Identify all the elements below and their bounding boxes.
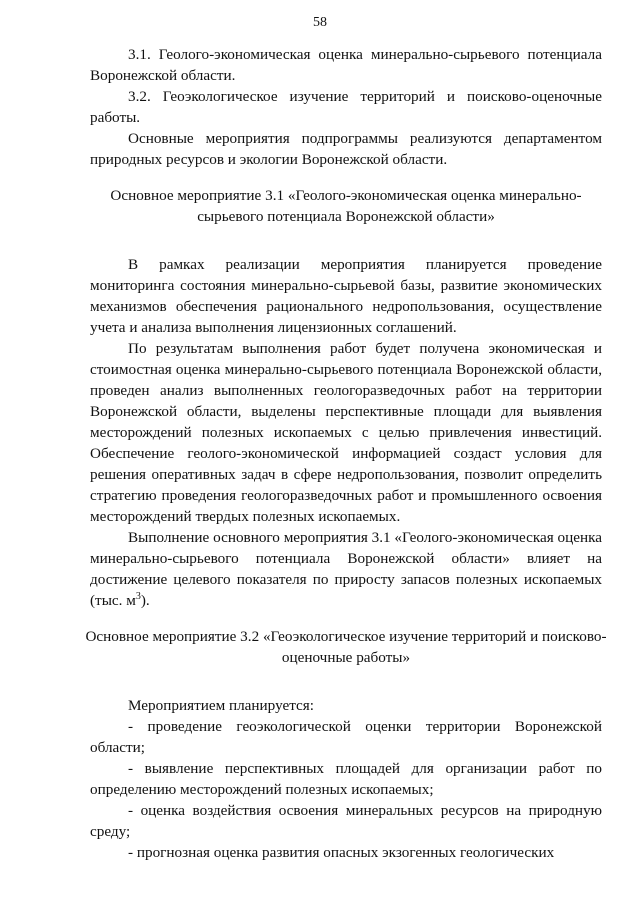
section-3-1-paragraph-1: В рамках реализации мероприятия планируется проведение мониторинга состояния минерально-сырьевой базы, развитие экономических механизмов обеспечения рационального недропользования, осуществление учета и анализа выполнения лицензионных соглашений. [90, 256, 602, 336]
section-3-1-paragraph-3-text: Выполнение основного мероприятия 3.1 «Геолого-экономическая оценка минерально-сырьевого потенциала Воронежской области» влияет на достижение целевого показателя по приросту запасов полезных ископаемых (тыс. м [90, 529, 602, 609]
section-3-1-heading: Основное мероприятие 3.1 «Геолого-экономическая оценка минерально-сырьевого потенциала Воронежской области» [110, 187, 582, 225]
intro-item-3-1: 3.1. Геолого-экономическая оценка минерально-сырьевого потенциала Воронежской области. [90, 46, 602, 84]
intro-implementation: Основные мероприятия подпрограммы реализуются департаментом природных ресурсов и экологии Воронежской области. [90, 130, 602, 168]
cubic-superscript: 3 [135, 590, 141, 602]
section-3-2-list-item: - прогнозная оценка развития опасных экзогенных геологических [128, 844, 555, 861]
section-3-2-lead: Мероприятием планируется: [128, 697, 314, 714]
section-3-2-list-item: - выявление перспективных площадей для организации работ по определению месторождений полезных ископаемых; [90, 760, 602, 798]
intro-item-3-2: 3.2. Геоэкологическое изучение территорий и поисково-оценочные работы. [90, 88, 602, 126]
section-3-2-list-item: - оценка воздействия освоения минеральных ресурсов на природную среду; [90, 802, 602, 840]
section-3-2-heading: Основное мероприятие 3.2 «Геоэкологическое изучение территорий и поисково-оценочные работы» [85, 628, 607, 666]
page-number: 58 [313, 15, 327, 30]
document-body [85, 44, 607, 863]
section-3-2-list-item: - проведение геоэкологической оценки территории Воронежской области; [90, 718, 602, 756]
section-3-1-paragraph-2: По результатам выполнения работ будет получена экономическая и стоимостная оценка минерально-сырьевого потенциала Воронежской области, проведен анализ выполненных геологоразведочных работ на территории Воронежской области, выделены перспективные площади для выявления месторождений полезных ископаемых с целью привлечения инвестиций. Обеспечение геолого-экономической информацией создаст условия для решения оперативных задач в сфере недропользования, позволит определить стратегию проведения геологоразведочных работ и промышленного освоения месторождений твердых полезных ископаемых. [90, 340, 602, 525]
section-3-1-paragraph-3 [90, 527, 602, 611]
section-3-1-paragraph-3-end: ). [140, 592, 150, 609]
